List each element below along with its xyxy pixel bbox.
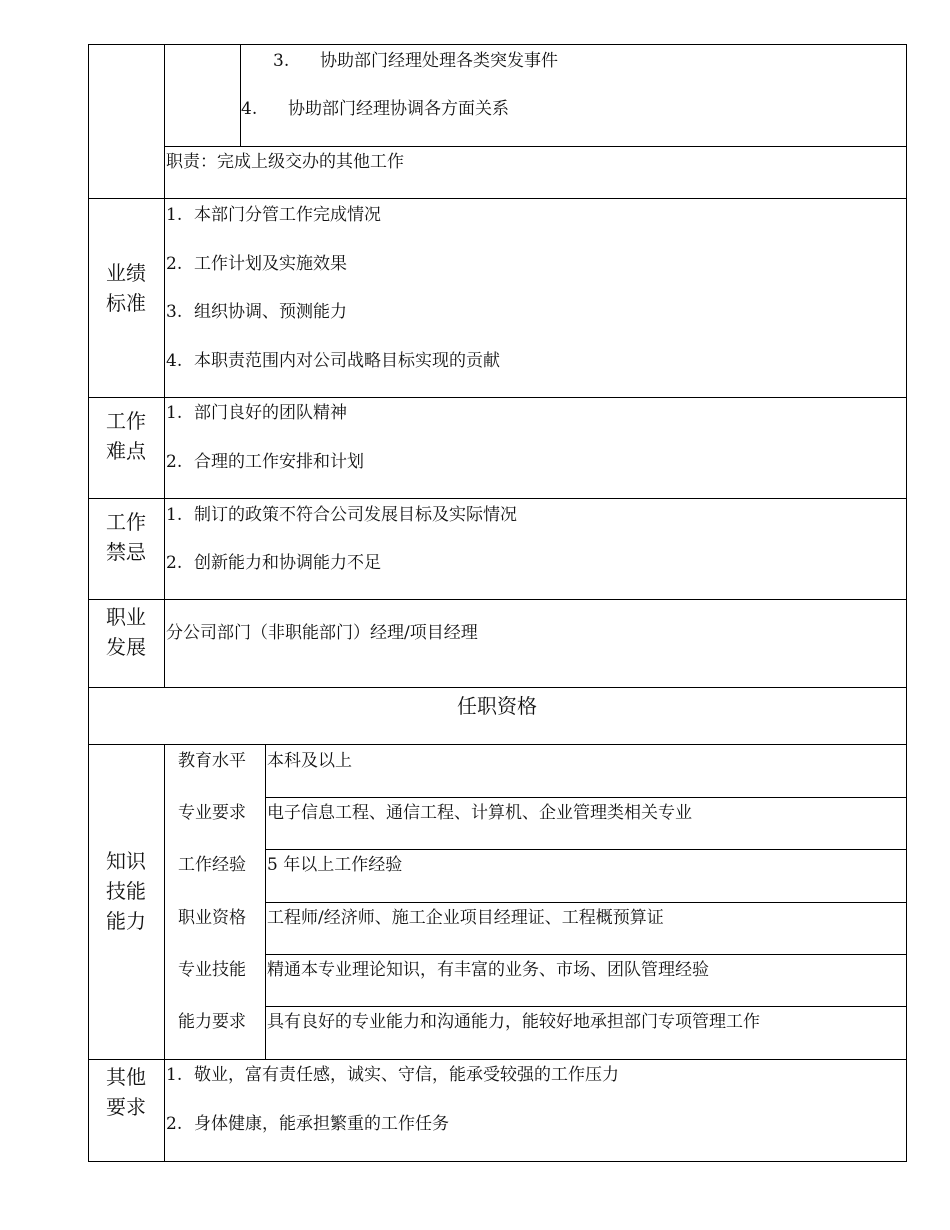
qualification-title: 任职资格 — [457, 694, 537, 718]
performance-label: 业绩标准 — [106, 261, 146, 315]
performance-item-4: 4. 本职责范围内对公司战略目标实现的贡献 — [166, 351, 500, 371]
qual-key-skill: 专业技能 — [178, 960, 246, 980]
qual-key-certificate: 职业资格 — [178, 908, 246, 928]
career-text: 分公司部门（非职能部门）经理/项目经理 — [166, 623, 478, 643]
qual-value-certificate: 工程师/经济师、施工企业项目经理证、工程概预算证 — [267, 908, 664, 928]
duty-item-3 — [273, 51, 558, 71]
divider — [265, 954, 907, 955]
divider — [88, 687, 907, 688]
duty-item-4 — [241, 99, 509, 119]
duty-item-4-num: 4. — [241, 99, 258, 119]
difficulty-item-1: 1. 部门良好的团队精神 — [166, 403, 347, 423]
other-duty: 职责：完成上级交办的其他工作 — [166, 152, 404, 172]
qual-key-ability: 能力要求 — [178, 1012, 246, 1032]
taboo-item-1: 1. 制订的政策不符合公司发展目标及实际情况 — [166, 505, 517, 525]
performance-item-2: 2. 工作计划及实施效果 — [166, 254, 347, 274]
performance-item-1: 1. 本部门分管工作完成情况 — [166, 205, 381, 225]
qual-key-experience: 工作经验 — [178, 855, 246, 875]
divider — [88, 599, 907, 600]
other-label: 其他要求 — [106, 1065, 146, 1119]
performance-item-3: 3. 组织协调、预测能力 — [166, 302, 347, 322]
taboo-item-2: 2. 创新能力和协调能力不足 — [166, 553, 381, 573]
divider — [88, 498, 907, 499]
qual-value-major: 电子信息工程、通信工程、计算机、企业管理类相关专业 — [267, 803, 692, 823]
divider — [265, 902, 907, 903]
other-item-2: 2. 身体健康，能承担繁重的工作任务 — [166, 1114, 449, 1134]
other-item-1: 1. 敬业，富有责任感，诚实、守信，能承受较强的工作压力 — [166, 1065, 619, 1085]
divider — [88, 744, 907, 745]
divider — [88, 1059, 907, 1060]
qual-value-ability: 具有良好的专业能力和沟通能力，能较好地承担部门专项管理工作 — [267, 1012, 760, 1032]
qual-key-education: 教育水平 — [178, 751, 246, 771]
duty-item-3-text: 协助部门经理处理各类突发事件 — [320, 51, 558, 71]
difficulty-label: 工作难点 — [106, 409, 146, 463]
divider — [164, 146, 907, 147]
duty-item-4-text: 协助部门经理协调各方面关系 — [288, 99, 509, 119]
qualification-label: 知识技能能力 — [106, 849, 146, 933]
divider — [88, 198, 907, 199]
career-label: 职业发展 — [106, 605, 146, 659]
qual-value-education: 本科及以上 — [267, 751, 352, 771]
qual-value-skill: 精通本专业理论知识，有丰富的业务、市场、团队管理经验 — [267, 960, 709, 980]
divider — [265, 797, 907, 798]
divider — [265, 1006, 907, 1007]
divider — [88, 397, 907, 398]
divider — [265, 849, 907, 850]
qual-key-major: 专业要求 — [178, 803, 246, 823]
difficulty-item-2: 2. 合理的工作安排和计划 — [166, 452, 364, 472]
taboo-label: 工作禁忌 — [106, 510, 146, 564]
divider — [240, 44, 241, 146]
qual-value-experience: 5 年以上工作经验 — [267, 855, 403, 875]
divider — [164, 44, 165, 687]
duty-item-3-num: 3. — [273, 51, 290, 71]
